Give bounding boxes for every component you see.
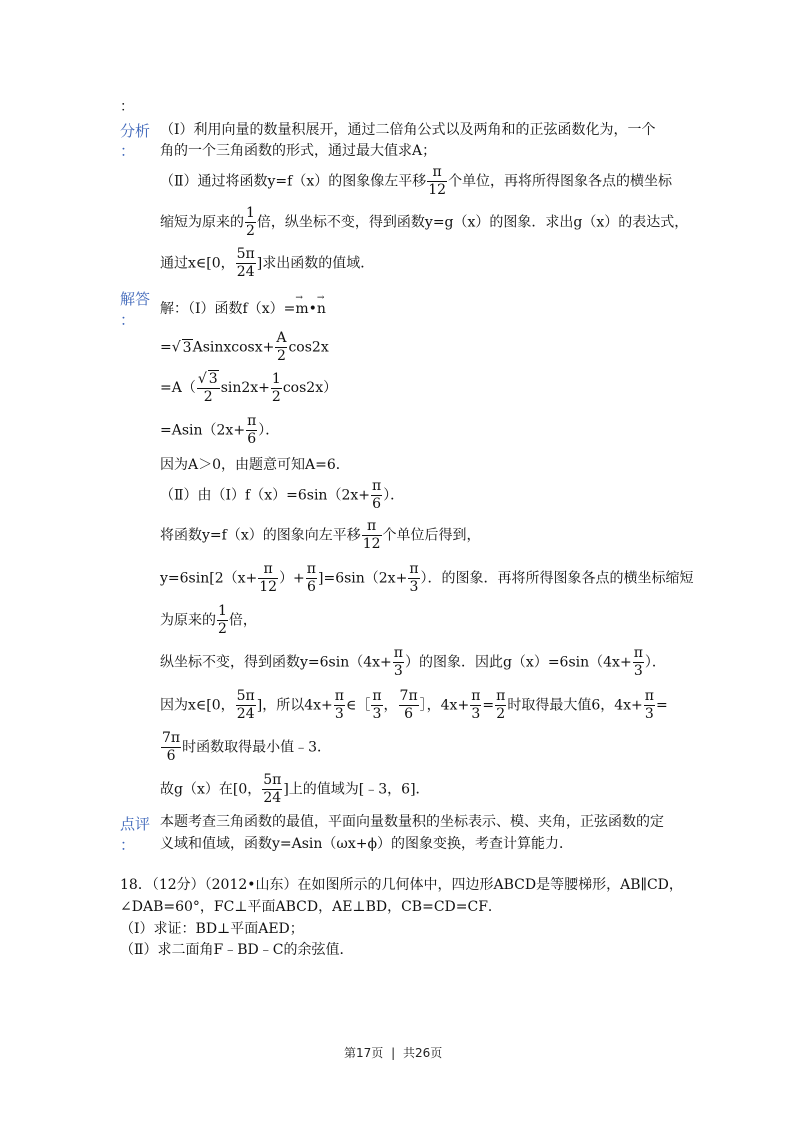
solution-line: 为原来的 $\frac{1}{2}$ 倍， <box>160 603 257 637</box>
fraction: $\frac{\pi}{3}$ <box>633 645 643 679</box>
analysis-line: 缩短为原来的 $\frac{1}{2}$ 倍，纵坐标不变，得到函数y=g（x）的图象．求出g（x）的表达式， <box>160 205 689 239</box>
fraction: $\frac{1}{2}$ <box>218 603 227 637</box>
fraction: $\frac{\pi}{6}$ <box>247 413 257 447</box>
fraction: $\frac{\pi}{3}$ <box>334 688 344 722</box>
colon-mark: ： <box>120 836 136 854</box>
fraction: $\frac{1}{2}$ <box>246 205 255 239</box>
colon-mark: ： <box>120 99 134 115</box>
fraction: $\frac{\pi}{12}$ <box>259 561 278 595</box>
fraction: $\frac{\pi}{12}$ <box>362 518 381 552</box>
solution-line: y=6sin[2（x+ $\frac{\pi}{12}$ ）+ $\frac{\pi}{6}$ ]=6sin（2x+ $\frac{\pi}{3}$ ）．的图象．再将所得图象各点的横坐标缩短 <box>160 561 694 595</box>
fraction: $\frac{√ 3}{2}$ <box>197 371 218 405</box>
fraction: $\frac{\pi}{3}$ <box>644 688 654 722</box>
page-number: 第17页 <box>344 1046 384 1060</box>
colon-mark: ： <box>120 311 136 329</box>
sqrt-sign: √ <box>197 371 207 387</box>
solution-line: 因为x∈[0， $\frac{5\pi}{24}$ ]，所以4x+ $\frac{\pi}{3}$ ∈［ $\frac{\pi}{3}$ ， $\frac{7\pi}{6}$ ］，4x+ $\frac{\pi}{3}$ = $\frac{\pi}{2}$ 时取得最大值6，4x+ $\frac{\pi}{3}$ = <box>160 688 668 722</box>
comment-line: 义域和值域，函数y=Asin（ωx+ϕ）的图象变换，考查计算能力． <box>160 836 574 852</box>
fraction: $\frac{\pi}{3}$ <box>409 561 419 595</box>
solution-label: 解答 <box>120 290 151 308</box>
fraction: $\frac{5\pi}{24}$ <box>236 688 255 722</box>
fraction: $\frac{\pi}{3}$ <box>372 688 382 722</box>
problem-line: ∠DAB=60°，FC⊥平面ABCD，AE⊥BD，CB=CD=CF． <box>120 899 502 915</box>
colon-mark: ： <box>120 142 136 160</box>
comment-line: 本题考查三角函数的最值，平面向量数量积的坐标表示、模、夹角，正弦函数的定 <box>160 814 664 830</box>
comment-label: 点评 <box>120 815 151 833</box>
solution-line: 解：（Ⅰ）函数f（x）=→ m•→ n <box>160 300 326 318</box>
solution-line: （Ⅱ）由（Ⅰ）f（x）=6sin（2x+ $\frac{\pi}{6}$ ）． <box>160 478 405 512</box>
solution-line: 将函数y=f（x）的图象向左平移 $\frac{\pi}{12}$ 个单位后得到， <box>160 518 481 552</box>
solution-line: =Asin（2x+ $\frac{\pi}{6}$ ）． <box>160 413 280 447</box>
fraction: $\frac{5\pi}{24}$ <box>236 246 255 280</box>
solution-line: =A（ $\frac{√ 3}{2}$ sin2x+ $\frac{1}{2}$ cos2x） <box>160 370 338 405</box>
vector-n: → n <box>317 300 326 318</box>
solution-line: $\frac{7\pi}{6}$ 时函数取得最小值﹣3． <box>162 730 332 764</box>
fraction: $\frac{\pi}{6}$ <box>306 561 316 595</box>
fraction: $\frac{\pi}{2}$ <box>496 688 506 722</box>
fraction: $\frac{\pi}{12}$ <box>428 164 447 198</box>
sqrt-sign: √ <box>171 339 181 356</box>
vector-m: → m <box>295 300 308 318</box>
analysis-label: 分析 <box>120 122 151 140</box>
fraction: $\frac{A}{2}$ <box>276 330 287 364</box>
solution-line: 故g（x）在[0， $\frac{5\pi}{24}$ ]上的值域为[﹣3，6]． <box>160 772 430 806</box>
fraction: $\frac{5\pi}{24}$ <box>263 772 282 806</box>
solution-line: 纵坐标不变，得到函数y=6sin（4x+ $\frac{\pi}{3}$ ）的图象．因此g（x）=6sin（4x+ $\frac{\pi}{3}$ ）． <box>160 645 666 679</box>
fraction: $\frac{\pi}{3}$ <box>393 645 403 679</box>
fraction: $\frac{\pi}{6}$ <box>371 478 382 512</box>
fraction: $\frac{1}{2}$ <box>271 370 281 405</box>
page-footer <box>344 1044 442 1061</box>
footer-separator: | <box>391 1046 396 1060</box>
solution-line: 因为A＞0，由题意可知A=6． <box>160 457 350 473</box>
problem-line: 18．（12分）（2012•山东）在如图所示的几何体中，四边形ABCD是等腰梯形，AB∥CD， <box>120 877 683 893</box>
solution-line: =√ 3Asinxcosx+ $\frac{A}{2}$ cos2x <box>160 330 329 364</box>
analysis-line: （Ⅰ）利用向量的数量积展开，通过二倍角公式以及两角和的正弦函数化为，一个 <box>160 122 656 138</box>
page-total: 共26页 <box>402 1046 443 1060</box>
problem-line: （Ⅰ）求证：BD⊥平面AED； <box>120 921 304 937</box>
fraction: $\frac{7\pi}{6}$ <box>162 730 181 764</box>
analysis-line: 角的一个三角函数的形式，通过最大值求A； <box>160 143 437 159</box>
fraction: $\frac{\pi}{3}$ <box>471 688 481 722</box>
analysis-line: 通过x∈[0， $\frac{5\pi}{24}$ ]求出函数的值域． <box>160 246 375 280</box>
problem-line: （Ⅱ）求二面角F﹣BD﹣C的余弦值． <box>120 942 354 958</box>
fraction: $\frac{7\pi}{6}$ <box>399 688 418 722</box>
analysis-line: （Ⅱ）通过将函数y=f（x）的图象像左平移 $\frac{\pi}{12}$ 个单位，再将所得图象各点的横坐标 <box>160 164 673 198</box>
